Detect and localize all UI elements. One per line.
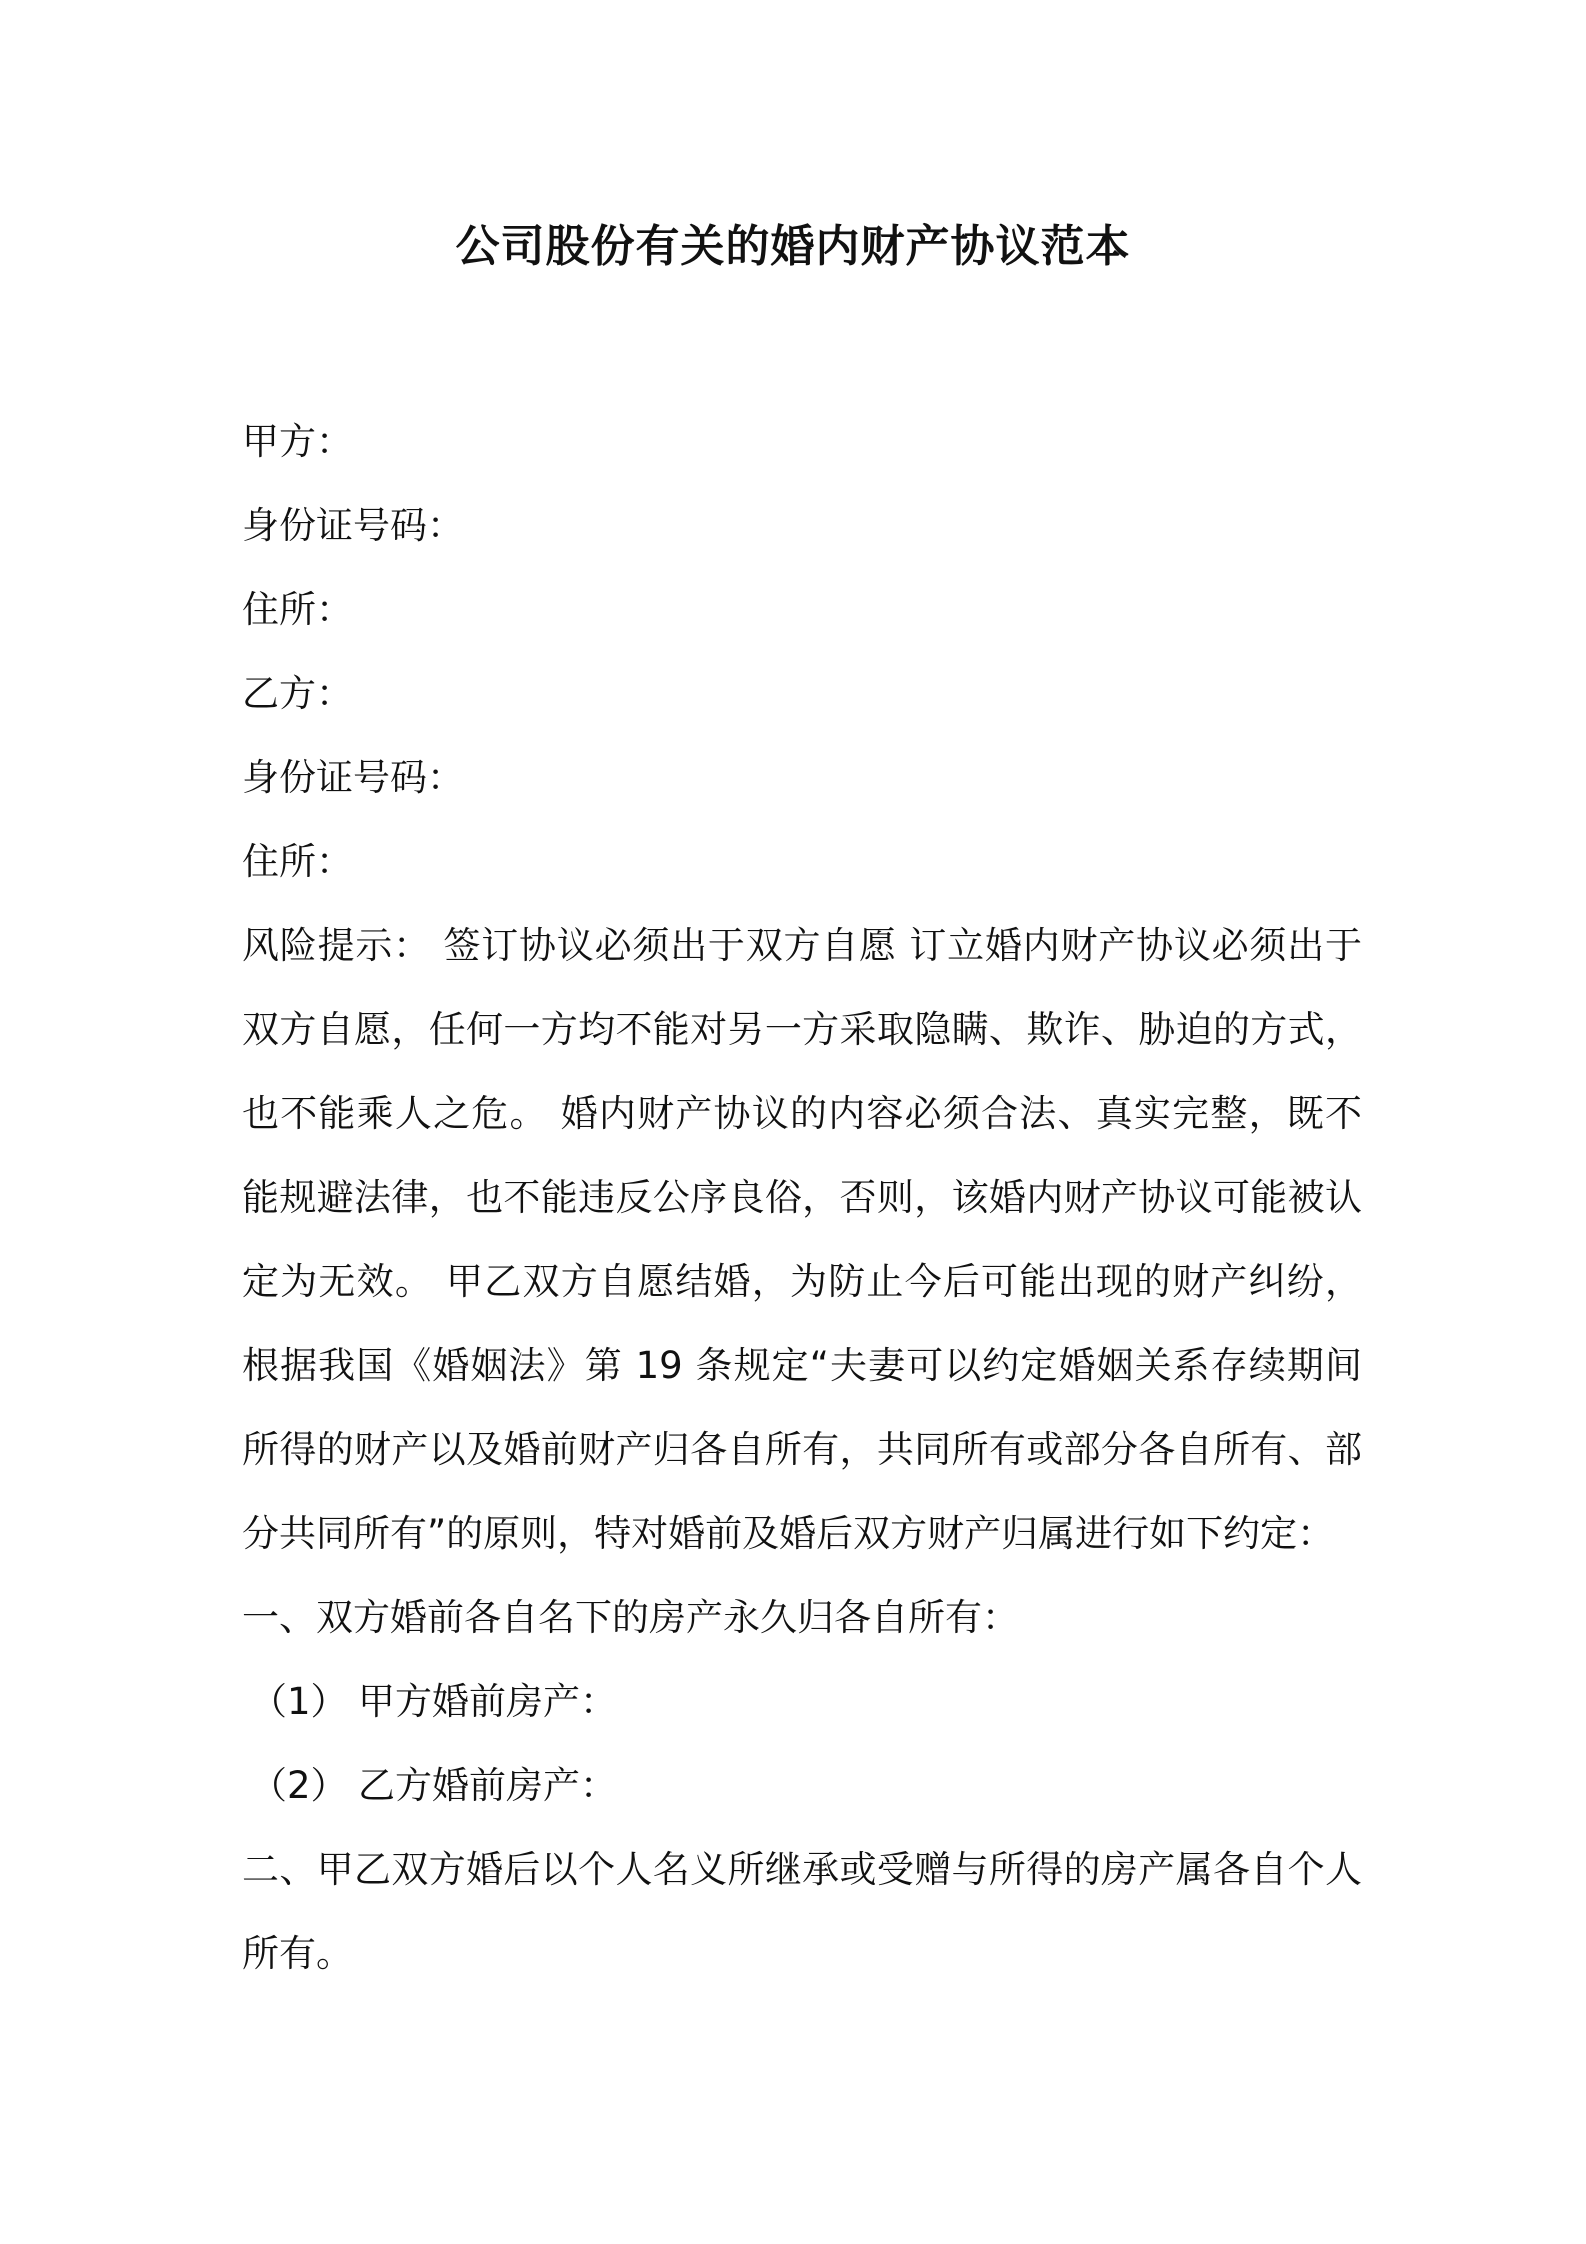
clause-1-item-2-text: 乙方婚前房产：	[358, 1764, 617, 1807]
party-b-id-label: 身份证号码：	[242, 756, 464, 799]
clause-1-item-1-number: （1）	[250, 1680, 348, 1723]
clause-1: 一、双方婚前各自名下的房产永久归各自所有：	[242, 1596, 1019, 1639]
clause-1-item-1	[242, 1660, 1362, 1744]
clause-2: 二、甲乙双方婚后以个人名义所继承或受赠与所得的房产属各自个人所有。	[242, 1848, 1362, 1975]
clause-1-item-2-number: （2）	[250, 1764, 348, 1807]
risk-paragraph: 风险提示： 签订协议必须出于双方自愿 订立婚内财产协议必须出于双方自愿，任何一方均不能对另一方采取隐瞒、欺诈、胁迫的方式，也不能乘人之危。 婚内财产协议的内容必须合法、真实完整，既不能规避法律，也不能违反公序良俗，否则，该婚内财产协议可能被认定为无效。 甲乙双方自愿结婚，为防止今后可能出现的财产纠纷，根据我国《婚姻法》第 19 条规定“夫妻可以约定婚姻关系存续期间所得的财产以及婚前财产归各自所有，共同所有或部分各自所有、部分共同所有”的原则，特对婚前及婚后双方财产归属进行如下约定：	[242, 924, 1362, 1555]
party-a-address-label: 住所：	[242, 588, 353, 631]
clause-1-item-1-text: 甲方婚前房产：	[358, 1680, 617, 1723]
document-body	[242, 400, 1362, 1996]
document-title: 公司股份有关的婚内财产协议范本	[455, 221, 1131, 272]
party-b-address-label: 住所：	[242, 840, 353, 883]
clause-1-item-2	[242, 1744, 1362, 1828]
party-a-id-label: 身份证号码：	[242, 504, 464, 547]
party-b-label: 乙方：	[242, 672, 353, 715]
party-a-label: 甲方：	[242, 420, 353, 463]
